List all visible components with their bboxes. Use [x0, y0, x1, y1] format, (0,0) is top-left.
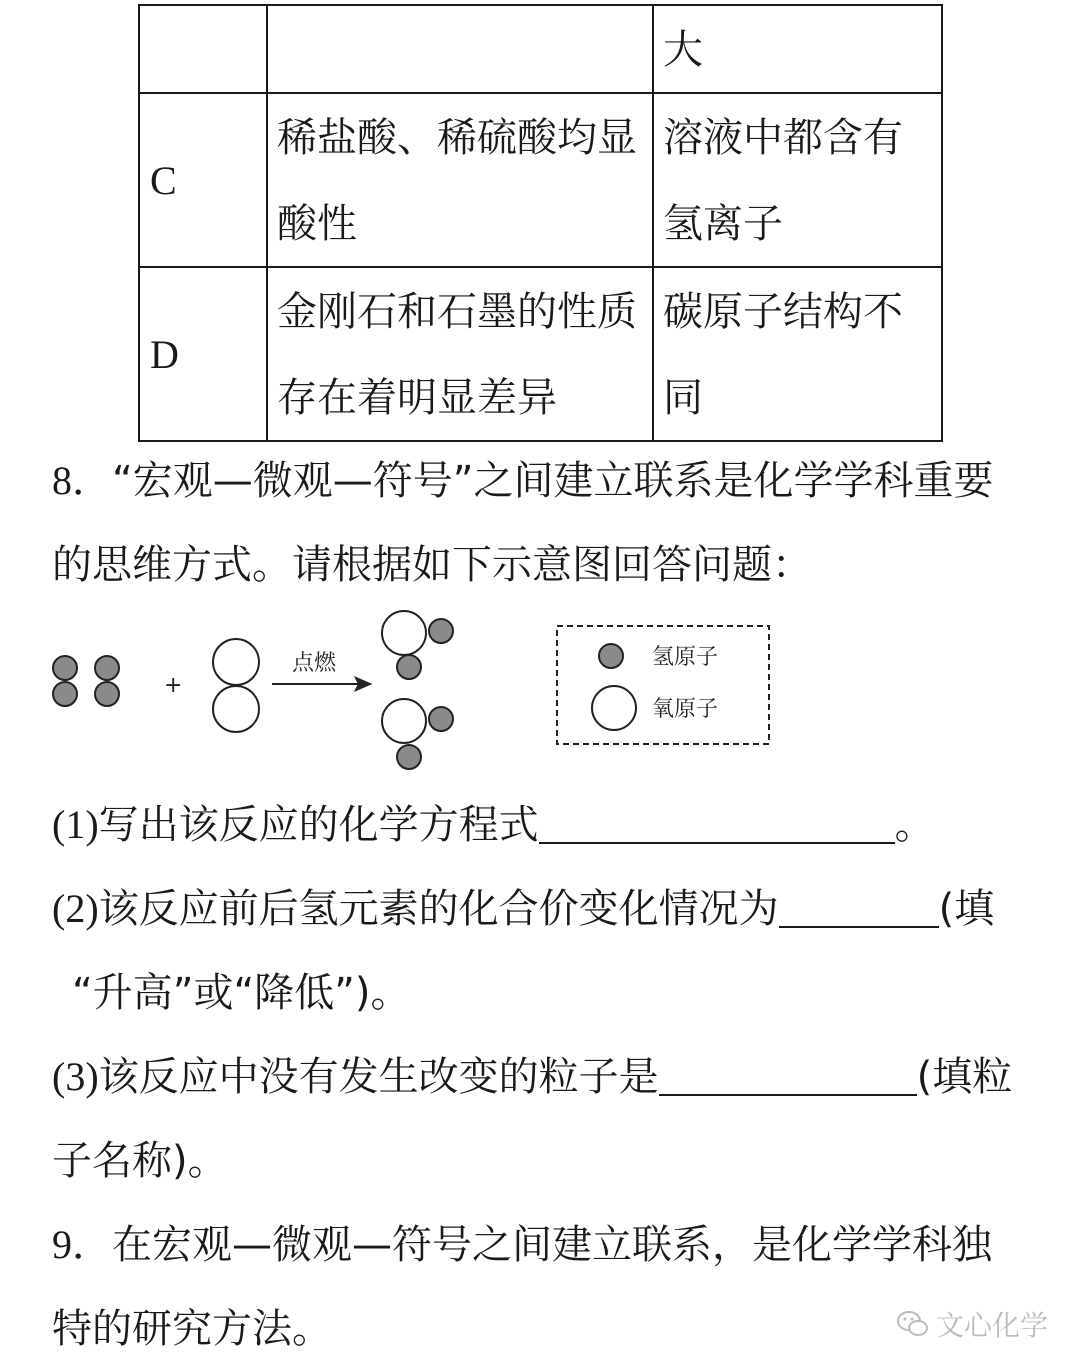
table-row: [139, 5, 942, 93]
phenomenon-line: 存在着明显差异: [277, 375, 557, 421]
reaction-condition: 点燃: [292, 651, 337, 676]
explanation-line: 溶液中都含有: [663, 115, 903, 161]
explanation-cell: [653, 93, 942, 267]
comparison-table: [138, 4, 943, 442]
q9-text: 在宏观—微观—符号之间建立联系，是化学学科独: [112, 1222, 992, 1268]
sub-number: (1): [52, 802, 99, 847]
reaction-diagram: [40, 606, 780, 776]
sub-end: (填: [938, 886, 995, 932]
answer-blank[interactable]: [659, 1060, 917, 1096]
explanation-cell: [653, 5, 942, 93]
hydrogen-atom-swatch: [599, 644, 623, 668]
q9-line2: 特的研究方法。: [52, 1306, 332, 1352]
legend-box: [557, 626, 769, 744]
sub-text: 该反应中没有发生改变的粒子是: [98, 1054, 659, 1100]
explanation-cell: [653, 267, 942, 441]
hydrogen-molecule: [53, 656, 77, 706]
watermark-text: 文心化学: [935, 1309, 1048, 1342]
phenomenon-cell: [267, 5, 653, 93]
oxygen-atom-swatch: [592, 686, 636, 730]
q9-number: 9．: [52, 1222, 112, 1267]
sub-number: (2): [52, 886, 99, 931]
water-molecule: [382, 699, 453, 769]
watermark: [896, 1304, 1048, 1344]
option-cell: C: [139, 93, 267, 267]
q8-number: 8．: [52, 458, 112, 503]
arrow-icon: [272, 678, 370, 690]
explanation-line: 同: [663, 375, 703, 421]
q8-sub2: [52, 884, 994, 934]
q8-stem-line2: 的思维方式。请根据如下示意图回答问题：: [52, 542, 812, 588]
legend-hydrogen-label: 氢原子: [652, 645, 719, 670]
oxygen-molecule: [213, 639, 259, 732]
phenomenon-cell: [267, 267, 653, 441]
option-cell: D: [139, 267, 267, 441]
sub-text: 写出该反应的化学方程式: [98, 802, 539, 848]
phenomenon-line: 酸性: [277, 201, 357, 247]
explanation-line: 氢离子: [663, 201, 783, 247]
option-cell: [139, 5, 267, 93]
sub-text: 该反应前后氢元素的化合价变化情况为: [98, 886, 779, 932]
q9-line1: [52, 1220, 992, 1270]
explanation-line: 碳原子结构不: [663, 289, 903, 335]
table-row: [139, 267, 942, 441]
explanation-line: 大: [663, 27, 703, 73]
phenomenon-line: 金刚石和石墨的性质: [277, 289, 637, 335]
q8-sub1: [52, 800, 935, 850]
hydrogen-molecule: [95, 656, 119, 706]
water-molecule: [382, 611, 453, 679]
legend-oxygen-label: 氧原子: [652, 697, 719, 722]
q8-stem-line1: [52, 456, 993, 506]
phenomenon-line: 稀盐酸、稀硫酸均显: [277, 115, 637, 161]
phenomenon-cell: [267, 93, 653, 267]
q8-sub3: [52, 1052, 1012, 1102]
sub-end: 。: [894, 802, 935, 848]
plus-sign: +: [164, 673, 183, 698]
q8-sub2-line2: “升高”或“降低”)。: [72, 970, 411, 1016]
q8-sub3-line2: 子名称)。: [52, 1138, 228, 1184]
sub-number: (3): [52, 1054, 99, 1099]
sub-end: (填粒: [916, 1054, 1013, 1100]
table-row: [139, 93, 942, 267]
answer-blank[interactable]: [539, 808, 895, 844]
answer-blank[interactable]: [779, 892, 939, 928]
q8-stem-text: “宏观—微观—符号”之间建立联系是化学学科重要: [112, 458, 994, 504]
wechat-icon: [896, 1309, 930, 1339]
